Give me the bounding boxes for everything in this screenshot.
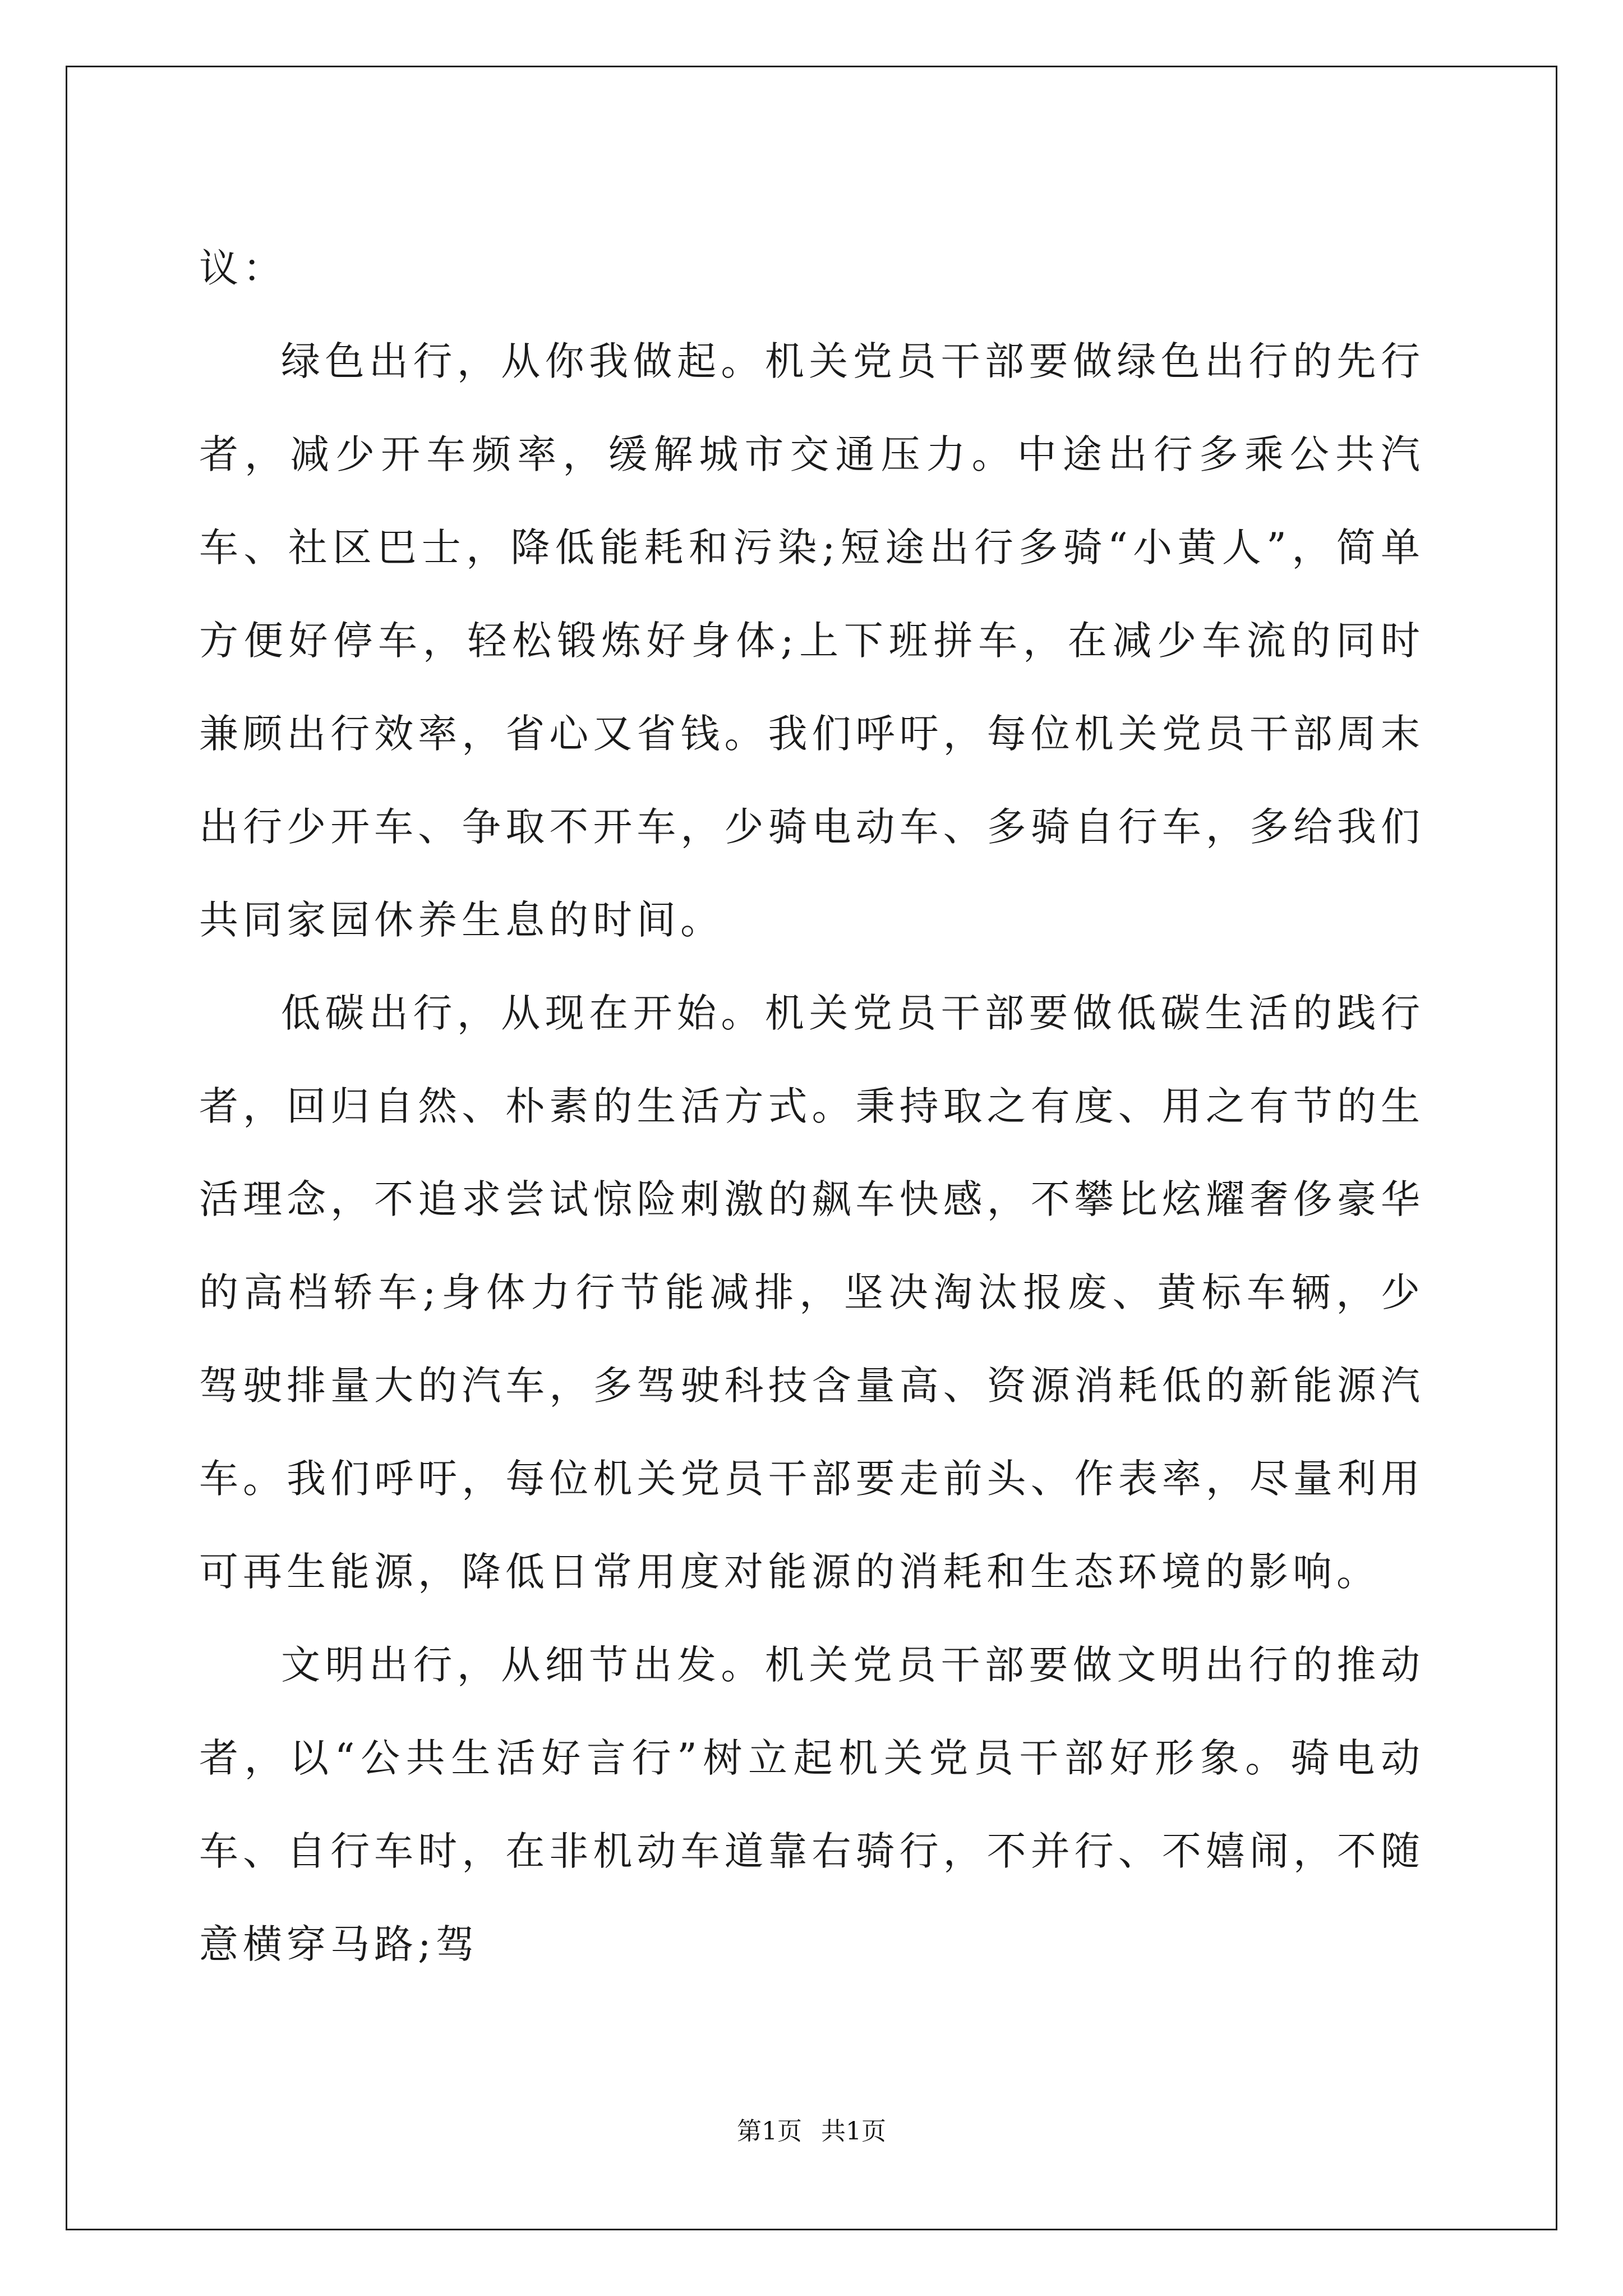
paragraph-civilized-travel: 文明出行，从细节出发。机关党员干部要做文明出行的推动者，以“公共生活好言行”树立起机关党员干部好形象。骑电动车、自行车时，在非机动车道靠右骑行，不并行、不嬉闹，不随意横穿马路;驾 [199,1642,1424,1967]
paragraph-low-carbon-travel: 低碳出行，从现在开始。机关党员干部要做低碳生活的践行者，回归自然、朴素的生活方式。秉持取之有度、用之有节的生活理念，不追求尝试惊险刺激的飙车快感，不攀比炫耀奢侈豪华的高档轿车;身体力行节能减排，坚决淘汰报废、黄标车辆，少驾驶排量大的汽车，多驾驶科技含量高、资源消耗低的新能源汽车。我们呼吁，每位机关党员干部要走前头、作表率，尽量利用可再生能源，降低日常用度对能源的消耗和生态环境的影响。 [199,990,1424,1595]
page-footer [0,2115,1623,2148]
paragraph-green-travel: 绿色出行，从你我做起。机关党员干部要做绿色出行的先行者，减少开车频率，缓解城市交通压力。中途出行多乘公共汽车、社区巴士，降低能耗和污染;短途出行多骑“小黄人”，简单方便好停车，轻松锻炼好身体;上下班拼车，在减少车流的同时兼顾出行效率，省心又省钱。我们呼吁，每位机关党员干部周末出行少开车、争取不开车，少骑电动车、多骑自行车，多给我们共同家园休养生息的时间。 [199,338,1424,943]
page-total: 共1页 [821,2117,886,2146]
document-body [199,222,1424,1991]
paragraph-opening: 议： [199,245,287,291]
page-number: 第1页 [737,2117,802,2146]
